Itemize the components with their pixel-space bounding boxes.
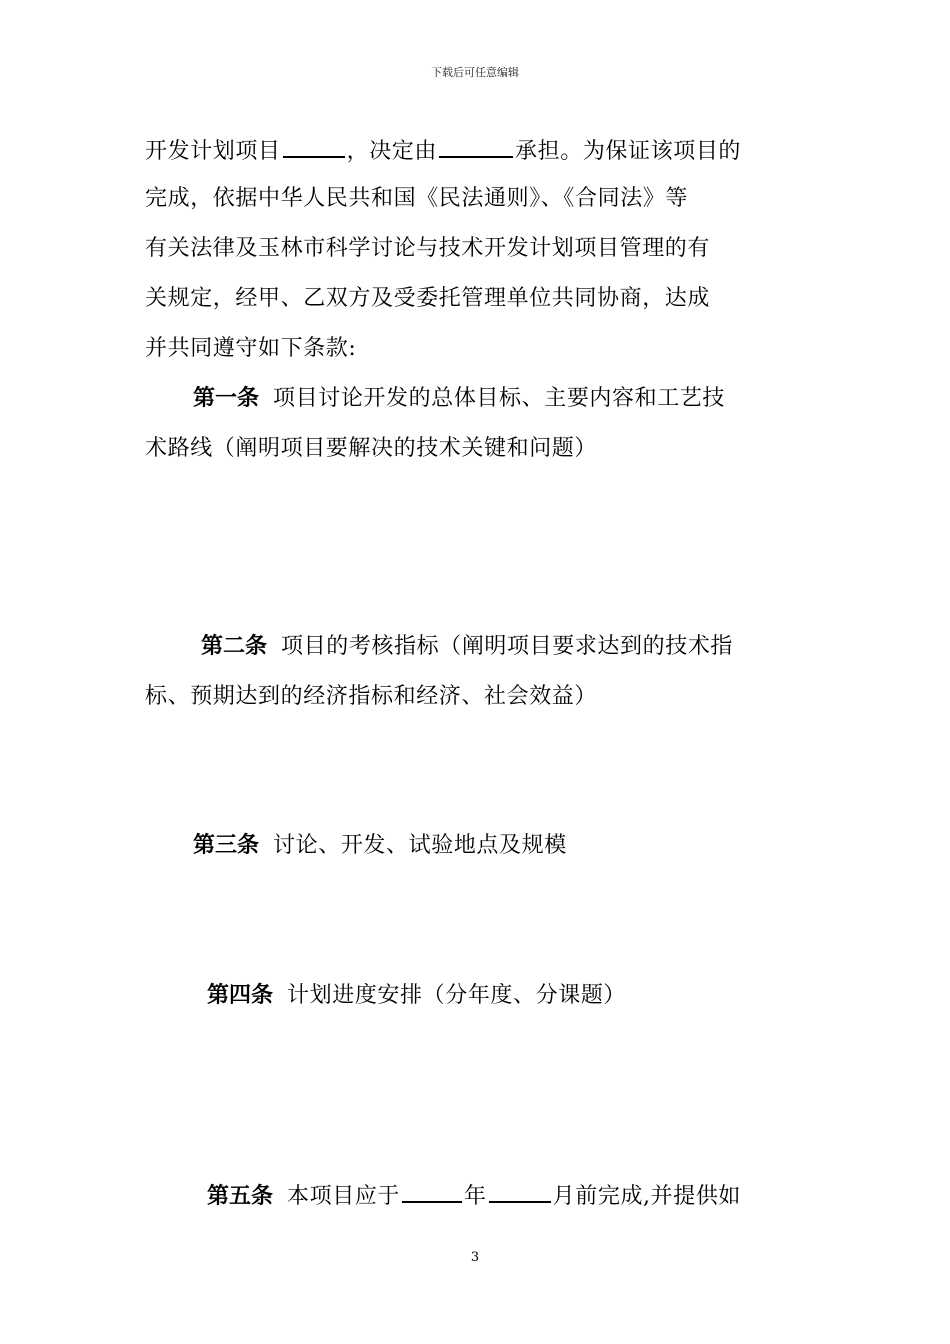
- article-text: 月前完成,并提供如: [552, 1184, 742, 1209]
- intro-line-1: [145, 134, 741, 167]
- article-2-line-2: 标、预期达到的经济指标和经济、社会效益）: [145, 684, 598, 709]
- article-text: 项目讨论开发的总体目标、主要内容和工艺技: [273, 386, 726, 411]
- article-label: 第四条: [207, 983, 274, 1008]
- year-blank: [402, 1179, 462, 1203]
- page-number: 3: [470, 1250, 480, 1265]
- intro-line-2: 完成，依据中华人民共和国《民法通则》、《合同法》等: [145, 186, 689, 211]
- article-2-line-1: [201, 632, 733, 662]
- article-text: 本项目应于: [287, 1184, 401, 1209]
- intro-text: 承担。为保证该项目的: [515, 139, 742, 164]
- undertaker-blank: [439, 134, 513, 158]
- page-header: 下载后可任意编辑: [431, 66, 519, 79]
- project-name-blank: [283, 134, 345, 158]
- intro-line-5: 并共同遵守如下条款:: [145, 336, 357, 361]
- article-3-line-1: [193, 831, 567, 861]
- article-label: 第一条: [193, 386, 260, 411]
- intro-text: ，决定由: [346, 139, 438, 164]
- intro-line-4: 关规定，经甲、乙双方及受委托管理单位共同协商，达成: [145, 286, 711, 311]
- article-1-line-2: 术路线（阐明项目要解决的技术关键和问题）: [145, 436, 598, 461]
- article-label: 第二条: [201, 634, 268, 659]
- intro-text: 开发计划项目: [145, 139, 281, 164]
- month-blank: [489, 1179, 551, 1203]
- intro-line-3: 有关法律及玉林市科学讨论与技术开发计划项目管理的有: [145, 236, 711, 261]
- article-text: 项目的考核指标（阐明项目要求达到的技术指: [281, 634, 734, 659]
- article-text: 讨论、开发、试验地点及规模: [273, 833, 567, 858]
- article-4-line-1: [207, 981, 626, 1011]
- article-1-line-1: [193, 384, 725, 414]
- article-label: 第三条: [193, 833, 260, 858]
- article-5-line-1: [207, 1179, 741, 1212]
- article-text: 年: [464, 1184, 487, 1209]
- article-text: 计划进度安排（分年度、分课题）: [287, 983, 627, 1008]
- article-label: 第五条: [207, 1184, 274, 1209]
